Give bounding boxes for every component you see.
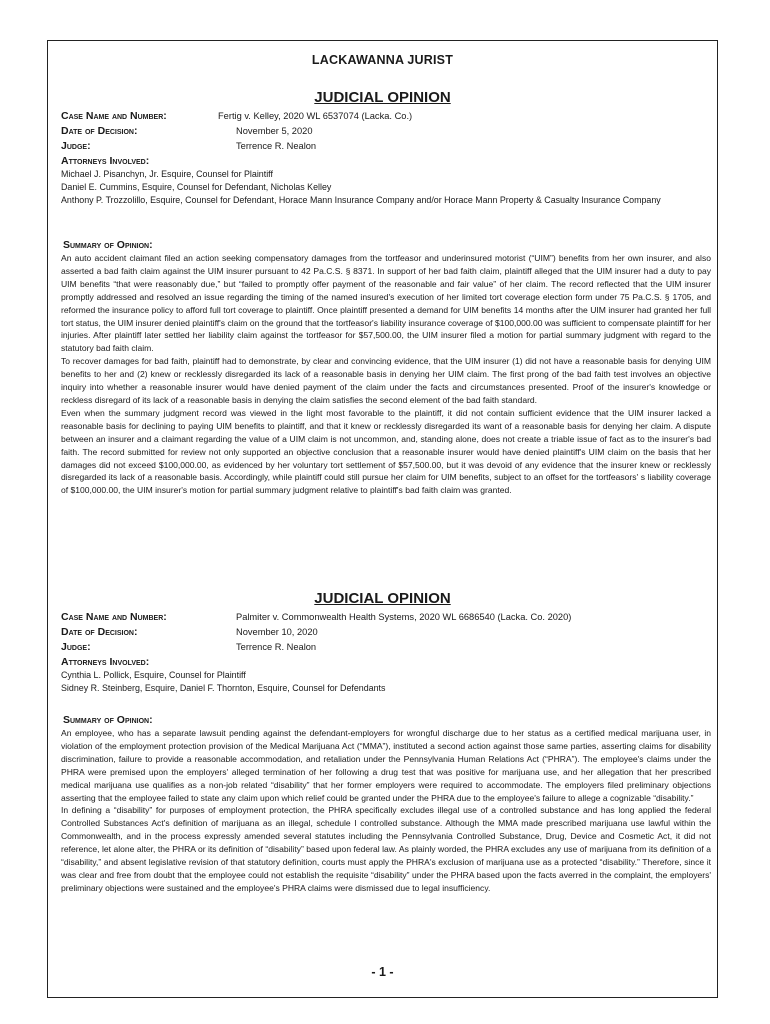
judge-row <box>61 640 571 655</box>
summary-text <box>61 252 711 497</box>
attorneys-section <box>61 154 711 208</box>
attorney-line: Cynthia L. Pollick, Esquire, Counsel for Plaintiff <box>61 670 246 680</box>
attorney-line: Anthony P. Trozzolillo, Esquire, Counsel for Defendant, Horace Mann Insurance Company and/or Horace Mann Property & Casualty Insurance Company <box>61 195 661 206</box>
attorney-line: Daniel E. Cummins, Esquire, Counsel for Defendant, Nicholas Kelley <box>61 182 332 193</box>
summary-paragraph: To recover damages for bad faith, plaintiff had to demonstrate, by clear and convincing evidence, that the UIM insurer (1) did not have a reasonable basis for denying UIM benefits to her and (2) knew or recklessly disregarded its lack of a reasonable basis in denying her UIM claim. The first prong of the bad faith test involves an objective inquiry into whether a reasonable insurer would have denied payment of the claim under the facts and circumstances presented. Proof of the insurer's knowledge or reckless disregard of its lack of a reasonable basis in denying the claim satisfies the second element of the bad faith standard. <box>61 356 711 405</box>
page-number: - 1 - <box>371 965 394 979</box>
decision-date-label: Date of Decision: <box>61 625 138 638</box>
attorney-line: Sidney R. Steinberg, Esquire, Daniel F. Thornton, Esquire, Counsel for Defendants <box>61 683 386 694</box>
case-name-label: Case Name and Number: <box>61 110 167 122</box>
case-name-row <box>61 109 412 124</box>
decision-date-row <box>61 124 412 139</box>
judge-row <box>61 139 412 154</box>
attorney-line: Michael J. Pisanchyn, Jr. Esquire, Counsel for Plaintiff <box>61 169 273 179</box>
case-meta <box>61 109 412 153</box>
judge-value: Terrence R. Nealon <box>236 140 317 151</box>
summary-label: Summary of Opinion: <box>63 239 153 251</box>
case-name-label: Case Name and Number: <box>61 611 167 623</box>
attorneys-label: Attorneys Involved: <box>61 656 150 668</box>
case-meta <box>61 610 571 654</box>
attorneys-section <box>61 655 711 695</box>
judge-value: Terrence R. Nealon <box>236 641 317 652</box>
summary-paragraph: Even when the summary judgment record was viewed in the light most favorable to the plaintiff, it did not contain sufficient evidence that the UIM insurer lacked a reasonable basis for declining to paying UIM benefits to plaintiff, and that it knew or recklessly disregarded its want of a reasonable basis for denying her claim. A dispute between an insurer and a claimant regarding the value of a UIM claim is not uncommon, and, standing alone, does not create a triable issue of fact as to the insurer's bad faith. The record submitted for review not only supported an objective conclusion that a reasonable insurer would have denied plaintiff's UIM claim on the basis that her damages did not exceed $100,000.00, as evidenced by her voluntary tort settlement of $57,500.00, but it was devoid of any evidence that the insurer knew or recklessly disregarded its lack of a reasonable basis. Accordingly, while plaintiff could still pursue her claim for UIM benefits, subject to an offset for the tortfeasors' s liability coverage of $100,000.00, the UIM insurer's motion for partial summary judgment relative to plaintiff's bad faith claim was granted. <box>61 407 711 496</box>
case-name-value: Fertig v. Kelley, 2020 WL 6537074 (Lacka. Co.) <box>218 111 413 121</box>
summary-paragraph: In defining a “disability” for purposes of employment protection, the PHRA specifically excludes illegal use of a controlled substance and has long applied the federal Controlled Substances Act's definition of marijuana as an illegal, schedule I controlled substance. Although the MMA made prescribed marijuana use lawful within the Commonwealth, and in the process expressly amended several statutes including the Pennsylvania Controlled Substance, Drug, Device and Cosmetic Act, it did not reference, let alone alter, the PHRA or its definition of “disability” based upon federal law. As plainly worded, the PHRA excludes any use of marijuana from its definition of a “disability,” and absent legislative revision of that statutory definition, courts must apply the PHRA's exclusion of marijuana use as a protected “disability.” Therefore, since it was clear and free from doubt that the employee could not establish the requisite “disability” under the PHRA based upon the facts averred in the complaint, the employers' preliminary objections were sustained and the employee's PHRA claims were dismissed due to legal insufficiency. <box>61 805 711 893</box>
opinion-heading: JUDICIAL OPINION <box>314 89 451 106</box>
opinion-heading: JUDICIAL OPINION <box>314 590 451 607</box>
publication-title: LACKAWANNA JURIST <box>311 53 454 67</box>
decision-date-row <box>61 625 571 640</box>
judge-label: Judge: <box>61 640 91 653</box>
decision-date-value: November 5, 2020 <box>236 125 313 136</box>
summary-text <box>61 727 711 895</box>
decision-date-label: Date of Decision: <box>61 124 138 137</box>
decision-date-value: November 10, 2020 <box>236 626 318 637</box>
summary-label: Summary of Opinion: <box>63 714 153 726</box>
judge-label: Judge: <box>61 139 91 152</box>
attorneys-label: Attorneys Involved: <box>61 155 150 167</box>
case-name-row <box>61 610 571 625</box>
summary-paragraph: An employee, who has a separate lawsuit pending against the defendant-employers for wrongful discharge due to her status as a certified medical marijuana user, in violation of the employment protection provision of the Medical Marijuana Act (“MMA”), instituted a second action against those same parties, asserting claims for disability discrimination, failure to provide a reasonable accommodation, and retaliation under the Pennsylvania Human Relations Act (“PHRA”). The employee's claims under the PHRA were premised upon the employers' alleged termination of her following a drug test that was positive for marijuana use, and her allegation that her prescribed medical marijuana use qualifies as a non-job related “disability” that her former employers were required to accommodate. The employers filed preliminary objections asserting that the employee failed to state any claim upon which relief could be granted under the PHRA due to the employee's failure to allege a cognizable “disability.” <box>61 728 711 803</box>
summary-paragraph: An auto accident claimant filed an action seeking compensatory damages from the tortfeasor and underinsured motorist (“UIM”) benefits from her own insurer, and also asserted a bad faith claim against the UIM insurer pursuant to 42 Pa.C.S. § 8371. In support of her bad faith claim, plaintiff alleged that the UIM insurer had a duty to pay UIM benefits “that were reasonably due,” but “failed to promptly offer payment of the reasonable and fair value” of her claim. The record reflected that the UIM insurer promptly addressed and resolved an issue regarding the timing of the named insured's execution of her limited tort coverage election form under 75 Pa.C.S. § 1705, and reformed the insurance policy to afford full tort coverage to plaintiff. Once plaintiff presented a demand for UIM benefits 14 months after the UIM insurer had granted her full tort status, the UIM insurer denied plaintiff's claim on the ground that the tortfeasor's liability insurance coverage of $100,000.00 was sufficient to compensate plaintiff for her injuries. After plaintiff later settled her liability claim against the tortfeasor for $57,500.00, the UIM insurer filed a motion for partial summary judgment with regard to the statutory bad faith claim. <box>61 253 711 354</box>
case-name-value: Palmiter v. Commonwealth Health Systems, 2020 WL 6686540 (Lacka. Co. 2020) <box>236 612 572 622</box>
